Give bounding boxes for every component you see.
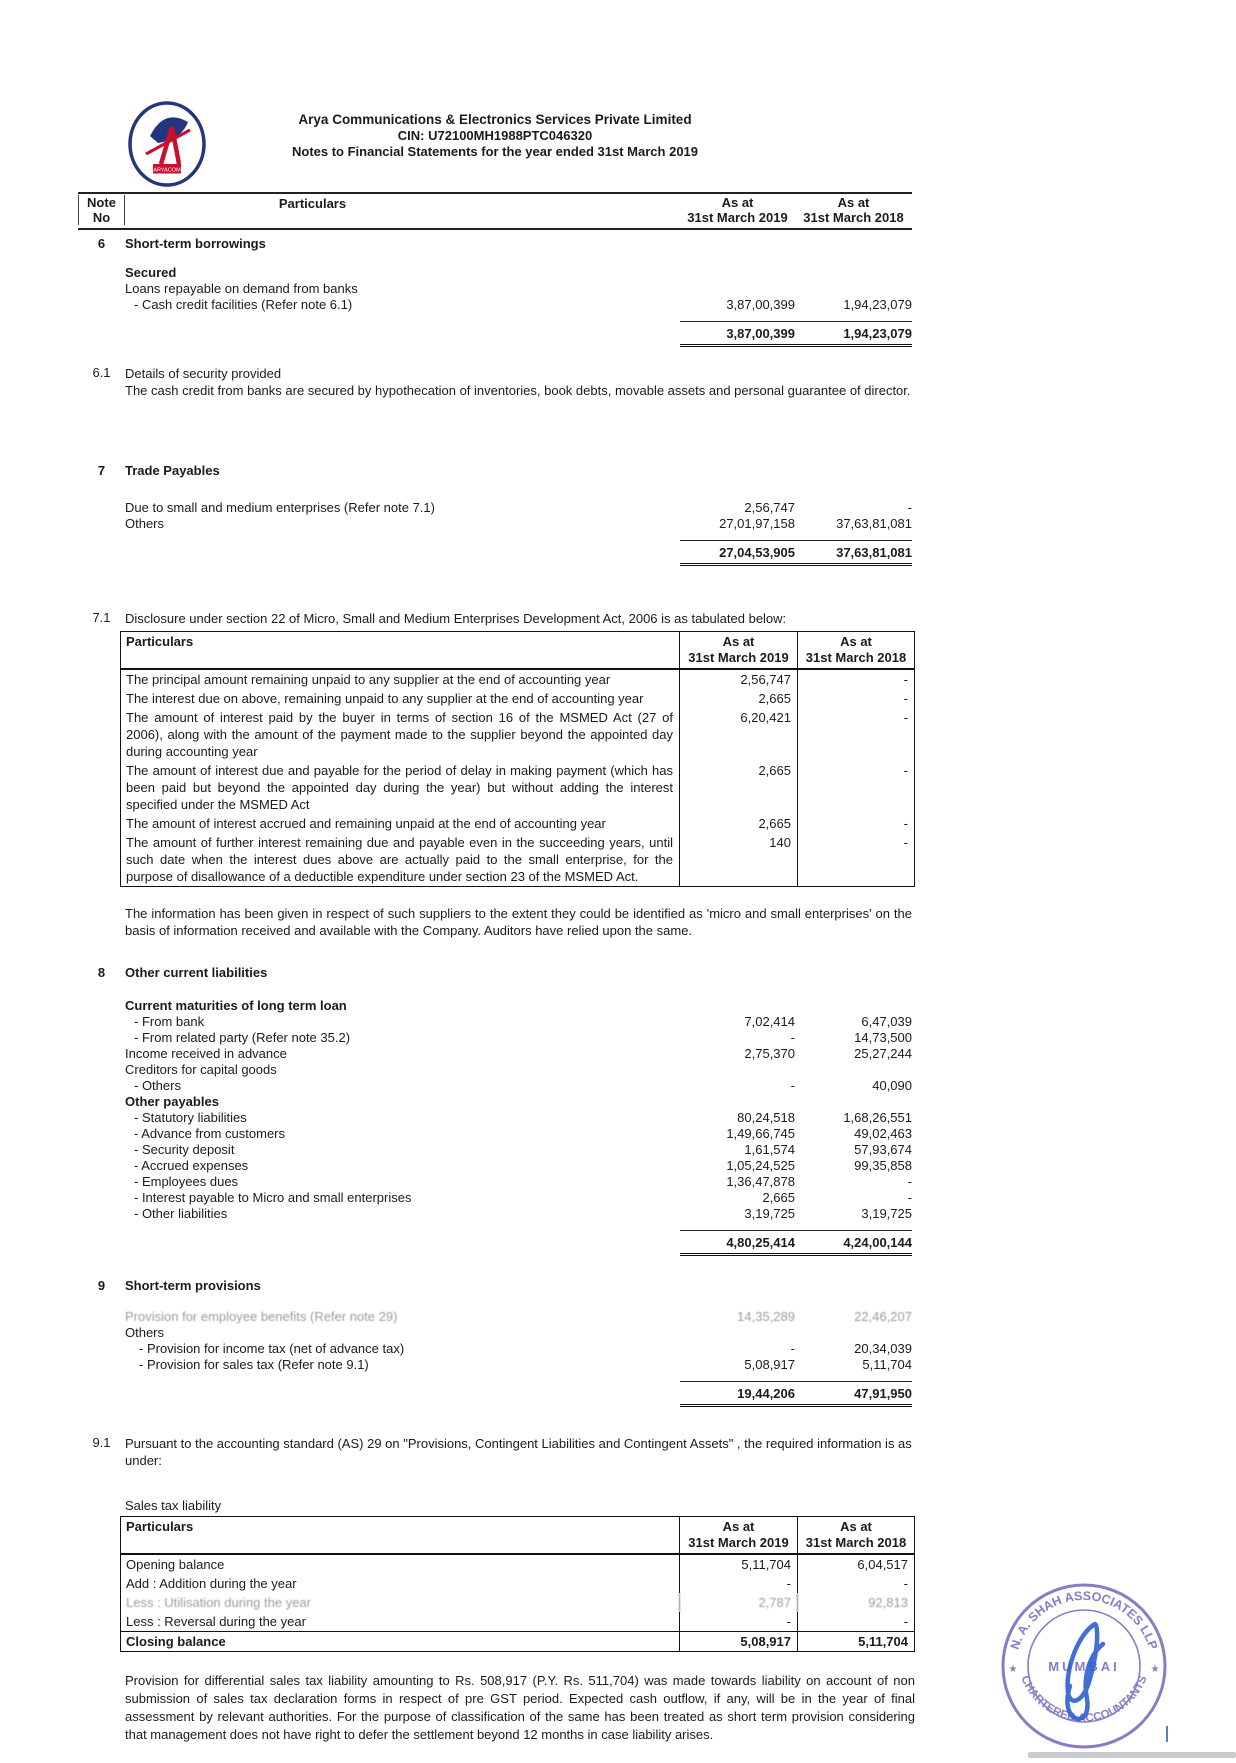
msmed-row-flabel: The amount of interest paid by the buyer in terms of section 16 of the MSMED Act (27 of 2006), along with the amount of the payment made to the supplier beyond the appointed day during accounting year <box>126 710 673 759</box>
msmed-row <box>121 708 914 761</box>
note7-row <box>125 516 912 532</box>
sales-tax-table-header <box>121 1517 914 1555</box>
msmed-row-fv1: 2,665 <box>679 761 797 814</box>
msmed-row-fv2: - <box>797 761 914 814</box>
msmed-row <box>121 833 914 886</box>
note8-heading <box>78 965 912 980</box>
msmed-row-fv2: - <box>797 689 914 708</box>
note8-row-fv1: 3,19,725 <box>744 1206 795 1221</box>
note8-row <box>125 1094 912 1110</box>
msmed-row <box>121 670 914 689</box>
stamp-star-right: ★ <box>1150 1664 1160 1675</box>
msmed-table-header <box>121 632 914 670</box>
note9-row-flabel: - Provision for sales tax (Refer note 9.1) <box>139 1357 369 1372</box>
note8-row-fv1: 7,02,414 <box>744 1014 795 1029</box>
note8-row-flabel: - Advance from customers <box>134 1126 285 1141</box>
note9-1-heading <box>78 1435 912 1469</box>
stamp-graphic <box>998 1580 1170 1752</box>
note8-row <box>125 1014 912 1030</box>
note6-row-fv2 <box>795 281 912 297</box>
sales-tax-row-fv1: 2,787 <box>679 1593 797 1612</box>
sales-tax-header-particulars: Particulars <box>126 1519 194 1534</box>
note8-row-flabel: Other payables <box>125 1094 219 1109</box>
note6-row-flabel: - Cash credit facilities (Refer note 6.1) <box>134 297 353 312</box>
statement-column-header <box>78 192 912 230</box>
note8-row-fv1: 2,665 <box>762 1190 795 1205</box>
double-rule <box>680 344 912 347</box>
note7-total-2018: 37,63,81,081 <box>836 545 912 560</box>
msmed-row-fv1: 2,56,747 <box>679 670 797 689</box>
note9-row-fv2 <box>795 1325 912 1341</box>
sales-tax-row-fv2: 5,11,704 <box>797 1632 914 1651</box>
note9-row-fv1: - <box>790 1341 795 1356</box>
note8-row-fv1: 1,49,66,745 <box>726 1126 795 1141</box>
note9-row-fv1: 14,35,289 <box>737 1309 795 1324</box>
note9-heading <box>78 1278 912 1293</box>
note8-row <box>125 1030 912 1046</box>
note7-row-fv1: 27,01,97,158 <box>719 516 795 531</box>
particulars-header: Particulars <box>278 196 347 211</box>
note8-row-fv2 <box>795 1062 912 1078</box>
note8-row-fv2: 14,73,500 <box>854 1030 912 1045</box>
note8-row-fv1: 2,75,370 <box>744 1046 795 1061</box>
note8-row-flabel: Income received in advance <box>125 1046 287 1061</box>
note7-1-footnote: The information has been given in respect of such suppliers to the extent they could be identified as 'micro and small enterprises' on the basis of information received and available with the Company. Auditors have relied upon the same. <box>125 906 912 938</box>
company-cin: CIN: U72100MH1988PTC046320 <box>397 128 593 143</box>
note6-1 <box>78 365 912 399</box>
msmed-header-particulars: Particulars <box>126 634 194 649</box>
msmed-row <box>121 761 914 814</box>
sales-tax-row-flabel: Add : Addition during the year <box>126 1576 297 1591</box>
note9-row-fv2: 5,11,704 <box>862 1357 912 1372</box>
company-name: Arya Communications & Electronics Services Private Limited <box>298 112 692 127</box>
sales-tax-row-flabel: Less : Reversal during the year <box>126 1614 306 1629</box>
note6-total-2018: 1,94,23,079 <box>843 326 912 341</box>
msmed-row-fv1: 2,665 <box>679 814 797 833</box>
note8-row-fv1 <box>680 998 795 1014</box>
note7-row <box>125 500 912 516</box>
sales-tax-row-fv2: - <box>797 1574 914 1593</box>
note7-1-intro: Disclosure under section 22 of Micro, Small and Medium Enterprises Development Act, 2006 is as tabulated below: <box>125 611 787 626</box>
note8-row-fv1: 1,05,24,525 <box>726 1158 795 1173</box>
note9-rows <box>125 1309 912 1373</box>
note8-row-fv1: 1,61,574 <box>744 1142 795 1157</box>
statement-body <box>78 192 915 1744</box>
note9-total <box>78 1381 912 1407</box>
note9-row-fv1 <box>680 1325 795 1341</box>
note8-title: Other current liabilities <box>125 965 268 980</box>
note7-total <box>78 540 912 566</box>
sales-tax-row-fv1: 5,11,704 <box>679 1555 797 1574</box>
note8-row-flabel: - Accrued expenses <box>134 1158 249 1173</box>
note6-rows <box>125 281 912 313</box>
note6-row-fv2: 1,94,23,079 <box>843 297 912 312</box>
note8-rows <box>125 998 912 1222</box>
msmed-row <box>121 814 914 833</box>
note8-row-fv1: - <box>790 1030 795 1045</box>
note6-number: 6 <box>97 236 106 251</box>
note6-row <box>125 297 912 313</box>
note9-row <box>125 1341 912 1357</box>
scan-smudge-artifact <box>1028 1752 1236 1758</box>
note9-row-fv1: 5,08,917 <box>744 1357 795 1372</box>
note8-row-flabel: - Interest payable to Micro and small enterprises <box>134 1190 412 1205</box>
note9-title: Short-term provisions <box>125 1278 261 1293</box>
sales-tax-row-fv1: - <box>679 1612 797 1631</box>
note8-row-fv2: 6,47,039 <box>861 1014 912 1029</box>
sales-tax-row-flabel: Closing balance <box>126 1634 226 1649</box>
note9-row-flabel: - Provision for income tax (net of advance tax) <box>139 1341 405 1356</box>
double-rule <box>680 1253 912 1256</box>
scan-tick-artifact <box>1166 1726 1168 1742</box>
note8-row-flabel: - Others <box>134 1078 181 1093</box>
note8-row-fv2: 1,68,26,551 <box>843 1110 912 1125</box>
note6-row <box>125 281 912 297</box>
note8-row <box>125 1158 912 1174</box>
column-2019-header: As at 31st March 2019 <box>687 195 788 225</box>
note6-secured-label: Secured <box>125 265 177 280</box>
msmed-row <box>121 689 914 708</box>
note8-row-fv1: - <box>790 1078 795 1093</box>
note8-row-flabel: - From related party (Refer note 35.2) <box>134 1030 351 1045</box>
note8-row <box>125 1078 912 1094</box>
note8-row-fv2: 25,27,244 <box>854 1046 912 1061</box>
note8-row-fv2: 49,02,463 <box>854 1126 912 1141</box>
stamp-org-text: N. A. SHAH ASSOCIATES LLP <box>1007 1588 1161 1652</box>
note7-1-number: 7.1 <box>92 610 111 625</box>
note9-1-number: 9.1 <box>92 1435 111 1450</box>
msmed-row-fv1: 140 <box>679 833 797 886</box>
note8-row-flabel: - Employees dues <box>134 1174 239 1189</box>
sales-tax-table <box>120 1516 915 1652</box>
msmed-row-fv1: 6,20,421 <box>679 708 797 761</box>
note8-row-fv1: 80,24,518 <box>737 1110 795 1125</box>
note8-row <box>125 1046 912 1062</box>
note7-title: Trade Payables <box>125 463 220 478</box>
sales-tax-row-fv1: 5,08,917 <box>679 1632 797 1651</box>
note8-row-flabel: - Other liabilities <box>134 1206 228 1221</box>
sales-tax-row <box>121 1574 914 1593</box>
note9-1-text: Pursuant to the accounting standard (AS) 29 on "Provisions, Contingent Liabilities and Contingent Assets" , the required information is as under: <box>125 1436 912 1468</box>
note8-row-flabel: Current maturities of long term loan <box>125 998 347 1013</box>
note8-row-flabel: - Statutory liabilities <box>134 1110 247 1125</box>
note8-row <box>125 1062 912 1078</box>
msmed-table-rows <box>121 670 914 886</box>
note8-row-fv1 <box>680 1094 795 1110</box>
msmed-row-fv1: 2,665 <box>679 689 797 708</box>
column-2018-header: As at 31st March 2018 <box>803 195 904 225</box>
note8-row-fv2: 57,93,674 <box>854 1142 912 1157</box>
note9-row-flabel: Others <box>125 1325 165 1340</box>
msmed-row-flabel: The amount of interest accrued and remaining unpaid at the end of accounting year <box>126 816 606 831</box>
stamp-profession-text: CHARTERED ACCOUNTANTS <box>1018 1673 1150 1725</box>
note7-row-flabel: Others <box>125 516 165 531</box>
note6-title: Short-term borrowings <box>125 236 266 251</box>
note9-row-fv2: 22,46,207 <box>854 1309 912 1324</box>
note9-row <box>125 1357 912 1373</box>
note9-number: 9 <box>97 1278 106 1293</box>
sales-tax-row <box>121 1555 914 1574</box>
msmed-disclosure-table <box>120 631 915 887</box>
note8-row-fv2: 99,35,858 <box>854 1158 912 1173</box>
note9-row-flabel: Provision for employee benefits (Refer note 29) <box>125 1309 398 1324</box>
msmed-row-flabel: The amount of interest due and payable for the period of delay in making payment (which has been paid but beyond the appointed day during the year) but without adding the interest specified under the MSMED Act <box>126 763 673 812</box>
note8-row-fv2: 40,090 <box>872 1078 912 1093</box>
note9-row-fv2: 20,34,039 <box>854 1341 912 1356</box>
note6-heading <box>78 236 912 251</box>
msmed-row-flabel: The principal amount remaining unpaid to any supplier at the end of accounting year <box>126 672 611 687</box>
note8-row <box>125 1142 912 1158</box>
note7-total-2019: 27,04,53,905 <box>719 545 795 560</box>
stamp-star-left: ★ <box>1008 1664 1018 1675</box>
note8-row-fv1: 1,36,47,878 <box>726 1174 795 1189</box>
note8-row-fv2 <box>795 1094 912 1110</box>
note8-row <box>125 998 912 1014</box>
sales-tax-header-2018: As at 31st March 2018 <box>797 1517 914 1553</box>
note8-row-fv2: 3,19,725 <box>861 1206 912 1221</box>
note6-row-fv1: 3,87,00,399 <box>726 297 795 312</box>
note7-row-fv1: 2,56,747 <box>744 500 795 515</box>
note8-row <box>125 1190 912 1206</box>
sales-tax-row-fv1: - <box>679 1574 797 1593</box>
note6-1-title: Details of security provided <box>125 366 282 381</box>
note8-row <box>125 1206 912 1222</box>
sales-tax-liability-label: Sales tax liability <box>125 1498 222 1513</box>
logo-banner-text: ARYACOM <box>153 167 181 174</box>
note6-row-fv1 <box>680 281 795 297</box>
note8-row-flabel: Creditors for capital goods <box>125 1062 277 1077</box>
note8-row <box>125 1126 912 1142</box>
msmed-row-fv2: - <box>797 833 914 886</box>
sales-tax-row-fv2: 92,813 <box>797 1593 914 1612</box>
note7-rows <box>125 500 912 532</box>
sales-tax-row <box>121 1593 914 1612</box>
statement-title: Notes to Financial Statements for the year ended 31st March 2019 <box>291 144 699 159</box>
stamp-city-text: MUMBAI <box>1048 1659 1120 1674</box>
note8-number: 8 <box>97 965 106 980</box>
document-header <box>78 112 912 160</box>
double-rule <box>680 563 912 566</box>
note8-row-fv2 <box>795 998 912 1014</box>
msmed-header-2019: As at 31st March 2019 <box>679 632 797 668</box>
sales-tax-row <box>121 1631 914 1651</box>
note7-1-heading <box>78 610 912 627</box>
note9-row <box>125 1309 912 1325</box>
msmed-header-2018: As at 31st March 2018 <box>797 632 914 668</box>
note8-row-flabel: - From bank <box>134 1014 205 1029</box>
note8-row-flabel: - Security deposit <box>134 1142 235 1157</box>
note-no-header: Note No <box>78 195 125 225</box>
msmed-row-fv2: - <box>797 708 914 761</box>
sales-tax-row-fv2: 6,04,517 <box>797 1555 914 1574</box>
sales-tax-row-flabel: Opening balance <box>126 1557 225 1572</box>
msmed-row-flabel: The interest due on above, remaining unpaid to any supplier at the end of accounting year <box>126 691 644 706</box>
note7-heading <box>78 463 912 478</box>
note6-1-text: The cash credit from banks are secured by hypothecation of inventories, book debts, movable assets and personal guarantee of director. <box>125 383 911 398</box>
note9-row <box>125 1325 912 1341</box>
note7-row-fv2: 37,63,81,081 <box>836 516 912 531</box>
note9-total-2018: 47,91,950 <box>854 1386 912 1401</box>
sales-tax-row <box>121 1612 914 1631</box>
note6-1-number: 6.1 <box>92 365 111 380</box>
note6-row-flabel: Loans repayable on demand from banks <box>125 281 358 296</box>
note8-total <box>78 1230 912 1256</box>
note6-total-2019: 3,87,00,399 <box>726 326 795 341</box>
note7-number: 7 <box>97 463 106 478</box>
note8-total-2018: 4,24,00,144 <box>843 1235 912 1250</box>
note8-row <box>125 1174 912 1190</box>
sales-tax-table-rows <box>121 1555 914 1651</box>
double-rule <box>680 1404 912 1407</box>
note8-total-2019: 4,80,25,414 <box>726 1235 795 1250</box>
msmed-row-fv2: - <box>797 670 914 689</box>
sales-tax-header-2019: As at 31st March 2019 <box>679 1517 797 1553</box>
msmed-row-flabel: The amount of further interest remaining due and payable even in the succeeding years, until such date when the interest dues above are actually paid to the small enterprise, for the purpose of disallowance of a deductible expenditure under section 23 of the MSMED Act. <box>126 835 673 884</box>
note8-row-fv2: - <box>907 1190 912 1205</box>
note7-row-flabel: Due to small and medium enterprises (Refer note 7.1) <box>125 500 435 515</box>
sales-tax-row-fv2: - <box>797 1612 914 1631</box>
sales-tax-row-flabel: Less : Utilisation during the year <box>126 1595 311 1610</box>
note8-row-fv1 <box>680 1062 795 1078</box>
ca-stamp <box>998 1580 1170 1752</box>
msmed-row-fv2: - <box>797 814 914 833</box>
note9-1-paragraph: Provision for differential sales tax liability amounting to Rs. 508,917 (P.Y. Rs. 511,704) was made towards liability on account of non submission of sales tax declaration forms in respect of pre GST period. Expected cash outflow, if any, will be in the year of final assessment by relevant authorities. For the purpose of classification of the same has been treated as short term provision considering that management does not have right to defer the settlement beyond 12 months in case liability arises. <box>125 1673 915 1742</box>
note9-total-2019: 19,44,206 <box>737 1386 795 1401</box>
note7-row-fv2: - <box>907 500 912 515</box>
note6-total <box>78 321 912 347</box>
note8-row <box>125 1110 912 1126</box>
note8-row-fv2: - <box>907 1174 912 1189</box>
